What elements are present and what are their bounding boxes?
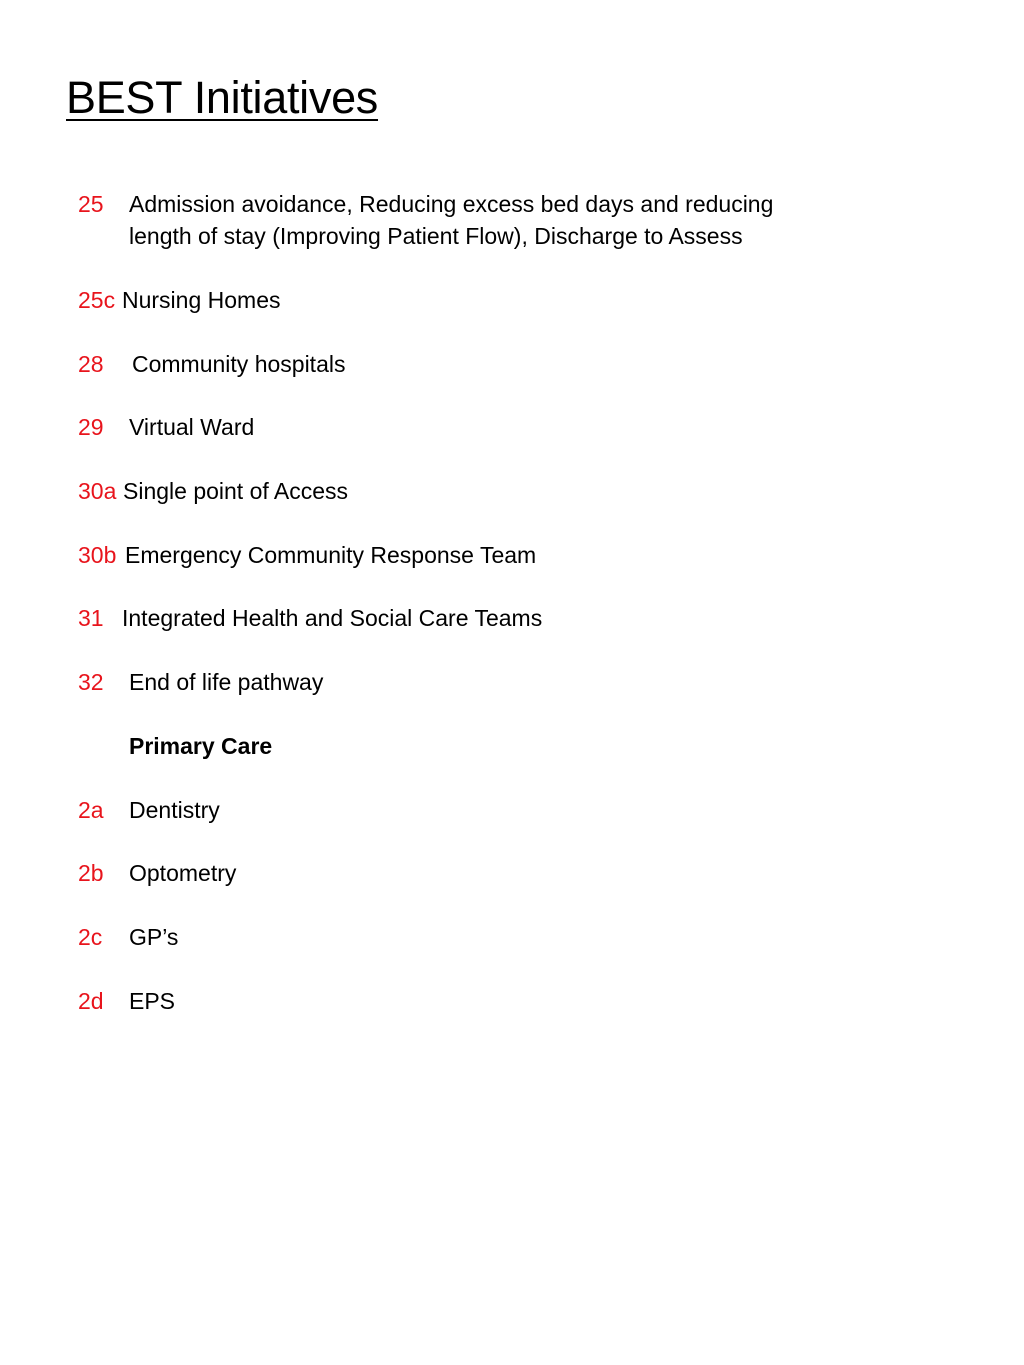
item-text: Virtual Ward [129, 414, 255, 440]
item-text: EPS [129, 988, 176, 1014]
item-code: 30a [78, 478, 117, 504]
item-code: 32 [78, 669, 104, 695]
item-text: End of life pathway [129, 669, 324, 695]
item-code: 2d [78, 988, 104, 1014]
section-heading-primary-care: Primary Care [129, 733, 273, 759]
item-code: 25c [78, 287, 116, 313]
item-code: 30b [78, 542, 117, 568]
item-text: GP’s [129, 924, 179, 950]
item-text: Community hospitals [132, 351, 346, 377]
item-code: 28 [78, 351, 104, 377]
item-text-line2: length of stay (Improving Patient Flow), Discharge to Assess [129, 223, 743, 249]
item-code: 29 [78, 414, 104, 440]
item-text: Emergency Community Response Team [125, 542, 537, 568]
item-text: Nursing Homes [122, 287, 281, 313]
item-text-line1: Admission avoidance, Reducing excess bed days and reducing [129, 191, 774, 217]
item-text: Integrated Health and Social Care Teams [122, 605, 543, 631]
page-title: BEST Initiatives [66, 72, 379, 123]
item-code: 25 [78, 191, 104, 217]
item-code: 31 [78, 605, 104, 631]
item-text: Optometry [129, 860, 237, 886]
item-code: 2b [78, 860, 104, 886]
item-code: 2c [78, 924, 103, 950]
item-code: 2a [78, 797, 104, 823]
item-text: Dentistry [129, 797, 220, 823]
item-text: Single point of Access [123, 478, 349, 504]
